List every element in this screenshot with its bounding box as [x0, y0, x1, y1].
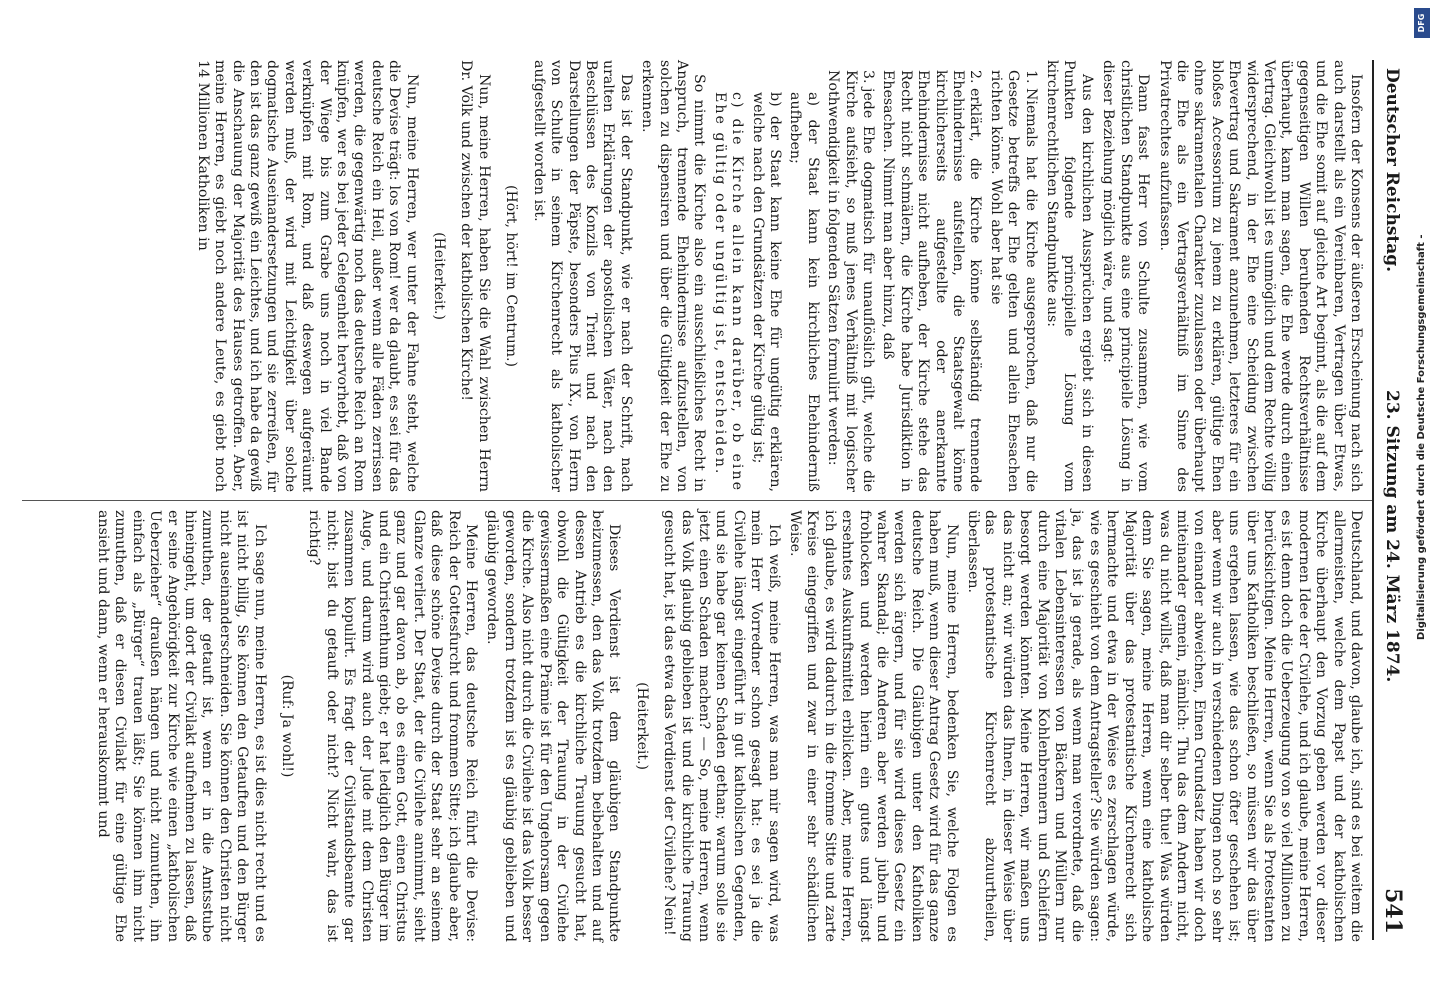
paragraph: Aus den kirchlichen Aussprüchen ergiebt sich in diesen Punkten folgende principielle Lösung vom kirchenrechtlichen Standpunkte aus: [1044, 60, 1095, 492]
interjection: (Heiterkeit.) [431, 232, 448, 320]
paragraph: Ich weiß, meine Herren, was man mir sagen wird, was mein Herr Vorredner schon gesagt hat: es sei ja die Civilehe längst eingeführt in gut katholischen Gegenden, und sie habe gar keinen Schaden gethan; warum solle sie jetzt einen Schaden machen? — So, meine Herren, wenn das Volk glaubig geblieben ist und die kirchliche Trauung gesucht hat, ist das etwa das Verdienst der Civilehe? Nein! [661, 510, 782, 942]
paragraph: Ich sage nun, meine Herren, es ist dies nicht recht und es ist nicht billig, Sie können den Getauften und den Bürger nicht auseinanderschneiden. Sie können den Christen nicht zumuthen, der getauft ist, wenn er in die Amtsstube hineingeht, um dort der Civilakt aufnehmen zu lassen, daß er seine Angehörigkeit zur Kirche wie einen „katholischen Ueberzieher“ draußen hängen und nicht zumuthen, ihn einfach als „Bürger“ trauen läßt; Sie können ihm nicht zumuthen, daß er diesen Civilakt für eine gültige Ehe ansieht und dann, wenn er herauskommt und [94, 510, 268, 942]
header-title: Deutscher Reichstag. [1382, 68, 1402, 273]
dfg-logo [1414, 8, 1430, 38]
sub-item: c) die Kirche allein kann darüber, ob eine Ehe gültig oder ungültig ist, entscheiden. [711, 92, 746, 492]
list-number: 1. [1022, 70, 1039, 84]
page-number: 541 [1380, 888, 1406, 934]
running-head [1372, 60, 1414, 940]
sub-item: b) der Staat kann keine Ehe für ungültig erklären, welche nach den Grundsätzen der Kirche gültig ist; [749, 92, 783, 492]
paragraph: Deutschland, und davon, glaube ich, sind es bei weitem die allermeisten, welche dem Papst und der katholischen Kirche überhaupt den Vorzug geben werden vor dieser modernen Idee der Civilehe, und ich glaube, meine Herren, es ist denn doch die Ueberzeugung von so viel Millionen zu berücksichtigen. Meine Herren, wenn Sie als Protestanten über uns Katholiken beschließen, so müssen wir das über uns ergehen lassen, wie das schon öfter geschehen ist; aber wenn wir auch in verschiedenen Dingen noch so sehr von einander abweichen, Einen Grundsatz haben wir doch miteinander gemein, nämlich: Thu das dem Andern nicht, was du nicht willst, daß man dir selber thue! Was würden denn Sie sagen, meine Herren, wenn eine katholische Majorität über das protestantische Kirchenrecht sich hermachte und etwa in der Weise es zerschlagen würde, wie es geschieht von dem Antragsteller? Sie würden sagen: ja, das ist ja gerade, als wenn man verordnete, daß die vitalen Lebensinteressen von Bäckern und Müllern nur durch eine Majorität von Kohlenbrennern und Schleifern besorgt werden könnten. Meine Herren, wir maßen uns das nicht an; wir würden das Ihnen, in dieser Weise über das protestantische Kirchenrecht abzuurtheilen, überlassen. [965, 510, 1364, 942]
paragraph: Insofern der Konsens der äußeren Erscheinung nach sich auch darstellt als ein Vereinbaren, Vertragen über Etwas, und die Ehe somit auf gleiche Art beginnt, als die auf dem gegenseitigen Willen beruhenden Rechtsverhältnisse überhaupt, kann man sagen, die Ehe werde durch einen Vertrag. Gleichwohl ist es unmöglich und dem Rechte völlig widersprechend, in der Ehe eine Scheidung zwischen Ehevertrag und Sakrament anzunehmen, letzteres für ein bloßes Accessorium zu jenem zu erklären, gültige Ehen ohne sakramentalen Charakter zuzulassen oder überhaupt die Ehe als ein Vertragsverhältniß im Sinne des Privatrechtes aufzufassen. [1156, 60, 1364, 492]
numbered-list [710, 60, 1038, 492]
interjection: (Hört, hört! im Centrum.) [503, 185, 520, 367]
interjection: (Heiterkeit.) [633, 682, 650, 770]
paragraph: So nimmt die Kirche also ein ausschließliches Recht in Anspruch, trennende Ehehindernisse aufzustellen, von solchen zu dispensiren und über die Gültigkeit der Ehe zu erkennen. [639, 60, 708, 492]
interjection: (Ruf: Ja wohl!) [279, 674, 296, 778]
paragraph: Dann fasst Herr von Schulte zusammen, wie vom christlichen Standpunkte aus eine principielle Lösung in dieser Beziehung möglich wäre, und sagt: [1100, 60, 1152, 492]
dfg-logo-text: DFG [1417, 13, 1426, 33]
digitization-credit-strip [1412, 0, 1432, 1000]
paragraph: Meine Herren, das deutsche Reich führt die Devise: Reich der Gottesfurcht und frommen Sitte; ich glaube aber, daß diese schöne Devise durch der Staat sehr an seinem Glanze verliert. Der Staat, der die Civilehe annimmt, sieht ganz und gar davon ab, ob es einen Gott, einen Christus und ein Christenthum giebt; er hat lediglich den Bürger im Auge, und darum wird auch der Jude mit dem Christen zusammen kopulirt. Es fragt der Civilstandsbeamte gar nicht: bist du getauft oder nicht? Nicht wahr, das ist richtig? [306, 510, 480, 942]
paragraph: Nun, meine Herren, bedenken Sie, welche Folgen es haben muß, wenn dieser Antrag Gesetz wird für das ganze deutsche Reich. Die Gläubigen unter den Katholiken werden sich ärgern, und für sie wird dieses Gesetz ein wahrer Skandal; die Anderen aber werden jubeln und frohlocken und werden hierin ein gutes und längst ersehntes Auskunftsmittel erblicken. Aber, meine Herren, ich glaube, es wird dadurch in die fromme Sitte und zarte Kreise eingegriffen und zwar in einer sehr schädlichen Weise. [787, 510, 960, 942]
digitization-credit: Digitalisierung gefördert durch die Deutsche Forschungsgemeinschaft - [1416, 234, 1427, 640]
left-column [189, 60, 1364, 492]
list-item [986, 70, 1038, 492]
list-text: erklärt, die Kirche könne selbständig trennende Ehehindernisse aufstellen, die Staatsgewalt könne kirchlicherseits aufgestellte oder anerkannte Ehehindernisse nicht aufheben, der Kirche stehe das Recht nicht schmälern, die Kirche habe Jurisdiktion in Ehesachen. Nimmt man aber hinzu, daß [880, 70, 984, 492]
header-session: 23. Sitzung am 24. März 1874. [1382, 390, 1402, 683]
list-number: 3. [860, 70, 877, 84]
paragraph: Das ist der Standpunkt, wie er nach der Schrift, nach uralten Erklärungen der apostolischen Väter, nach den Beschlüssen des Konzils von Trient und nach den Darstellungen der Päpste, besonders Pius IX., von Herrn von Schulte in seinem Kirchenrecht als katholischer aufgestellt worden ist. [530, 60, 634, 492]
list-text: jede Ehe dogmatisch für unauflöslich gilt, welche die Kirche aufsieht, so muß jenes Verhältniß mit logischer Nothwendigkeit in folgenden Sätzen formulirt werden: [825, 70, 877, 492]
sub-item: a) der Staat kann kein kirchliches Ehehinderniß aufheben; [787, 92, 821, 492]
right-column [90, 510, 1364, 942]
paragraph: Nun, meine Herren, wer unter der Fahne steht, welche die Devise trägt: los von Rom! wer da glaubt, es sei für das deutsche Reich ein Heil, außer wenn alle Fäden zerrissen werden, die gegenwärtig noch das deutsche Reich an Rom knüpfen, wer es bei jeder Gelegenheit hervorhebt, daß von der Wiege bis zum Grabe uns noch in viel Bande verknüpfen mit Rom, und daß deswegen aufgeräumt werden muß, der wird mit Leichtigkeit über solche dogmatische Auseinandersetzungen und sie zerreißen, für den ist das ganz gewiß ein Leichtes, und ich habe da gewiß die Anschauung der Majorität des Hauses getroffen. Aber, meine Herren, es giebt noch andere Leute, es giebt noch 14 Millionen Katholiken in [194, 60, 420, 492]
paragraph: Dieses Verdienst ist dem gläubigen Standpunkte beizumessen, den das Volk trotzdem beibehalten und auf dessen Antrieb es die kirchliche Trauung gesucht hat, obwohl die Gültigkeit der Trauung in der Civilehe gewissermaßen eine Prämie ist für den Ungehorsam gegen die Kirche. Also nicht durch die Civilehe ist das Volk besser geworden, sondern trotzdem ist es gläubig geblieben und gläubig geworden. [484, 510, 623, 942]
list-text: Niemals hat die Kirche ausgesprochen, daß nur die Gesetze betreffs der Ehe gelten und allein Ehesachen richten könne. Wohl aber hat sie [987, 70, 1039, 492]
column-divider [22, 500, 1372, 501]
list-number: 2. [967, 70, 984, 84]
list-item [879, 70, 983, 492]
paragraph: Nun, meine Herren, haben Sie die Wahl zwischen Herrn Dr. Völk und zwischen der katholischen Kirche! [458, 60, 492, 492]
list-item [824, 70, 876, 492]
